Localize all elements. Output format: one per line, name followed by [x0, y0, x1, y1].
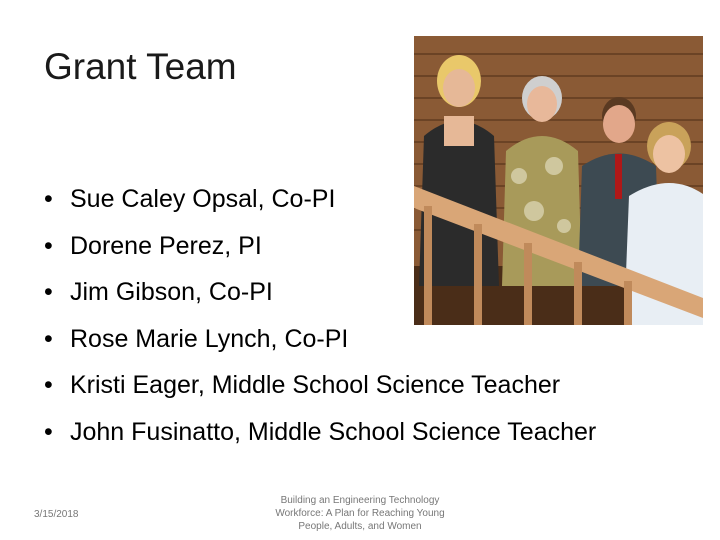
bullet-icon: •: [44, 278, 53, 306]
bullet-icon: •: [44, 324, 53, 353]
list-item-text: Sue Caley Opsal, Co-PI: [70, 185, 336, 213]
list-item: [44, 316, 596, 363]
slide-title: Grant Team: [44, 46, 237, 87]
bullet-list: [44, 176, 596, 455]
list-item-text: Kristi Eager, Middle School Science Teacher: [70, 371, 561, 399]
footer-date: 3/15/2018: [34, 509, 79, 520]
list-item: [44, 362, 596, 409]
list-item-text: John Fusinatto, Middle School Science Teacher: [70, 417, 597, 446]
bullet-icon: •: [44, 371, 53, 399]
list-item-text: Jim Gibson, Co-PI: [70, 278, 273, 306]
list-item-text: Rose Marie Lynch, Co-PI: [70, 324, 349, 353]
list-item: [44, 176, 596, 223]
list-item: [44, 409, 596, 456]
list-item-text: Dorene Perez, PI: [70, 231, 262, 260]
footer-title-line: People, Adults, and Women: [298, 521, 422, 532]
footer-title: [260, 494, 460, 533]
bullet-icon: •: [44, 231, 53, 260]
bullet-icon: •: [44, 185, 53, 213]
footer-title-line: Workforce: A Plan for Reaching Young: [275, 508, 445, 519]
list-item: [44, 269, 596, 316]
bullet-icon: •: [44, 417, 53, 446]
footer-title-line: Building an Engineering Technology: [280, 495, 440, 506]
list-item: [44, 223, 596, 270]
